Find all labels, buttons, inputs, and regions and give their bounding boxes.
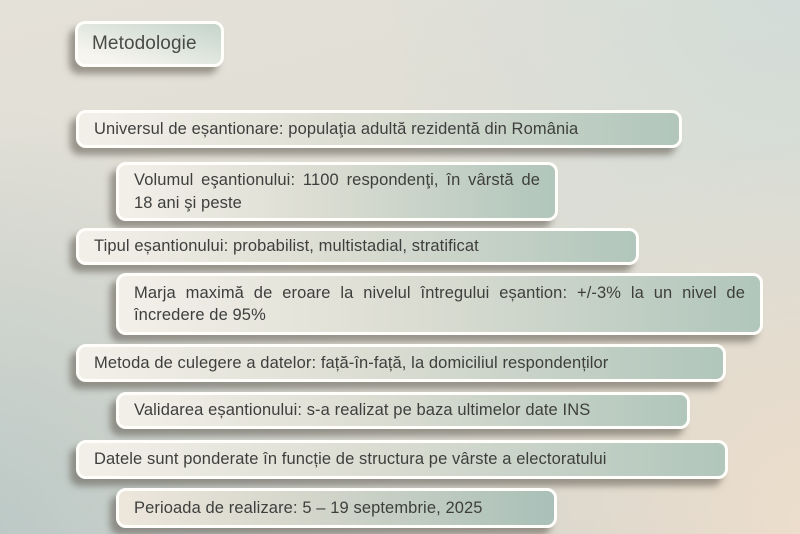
item-error-margin-text: Marja maximă de eroare la nivelul întregului eșantion: +/-3% la un nivel de încredere de 95% <box>134 283 745 324</box>
item-period <box>116 488 557 528</box>
item-validation-text: Validarea eșantionului: s-a realizat pe baza ultimelor date INS <box>134 401 591 420</box>
slide-title: Metodologie <box>92 33 197 55</box>
item-sample-size <box>116 162 558 221</box>
slide-title-box <box>75 21 224 67</box>
item-sample-type-text: Tipul eșantionului: probabilist, multistadial, stratificat <box>94 237 479 256</box>
item-period-text: Perioada de realizare: 5 – 19 septembrie, 2025 <box>134 498 483 517</box>
item-universe <box>76 110 682 148</box>
item-sample-type <box>76 228 639 265</box>
item-validation <box>116 392 690 429</box>
item-sample-size-text: Volumul eşantionului: 1100 respondenţi, în vârstă de 18 ani şi peste <box>134 171 540 212</box>
item-collection-method-text: Metoda de culegere a datelor: față-în-față, la domiciliul respondenților <box>94 353 609 372</box>
item-weighting-text: Datele sunt ponderate în funcție de structura pe vârste a electoratului <box>94 450 607 469</box>
item-collection-method <box>76 344 726 382</box>
item-error-margin <box>116 273 763 335</box>
item-weighting <box>76 440 728 479</box>
item-universe-text: Universul de eșantionare: populaţia adultă rezidentă din România <box>94 119 579 138</box>
